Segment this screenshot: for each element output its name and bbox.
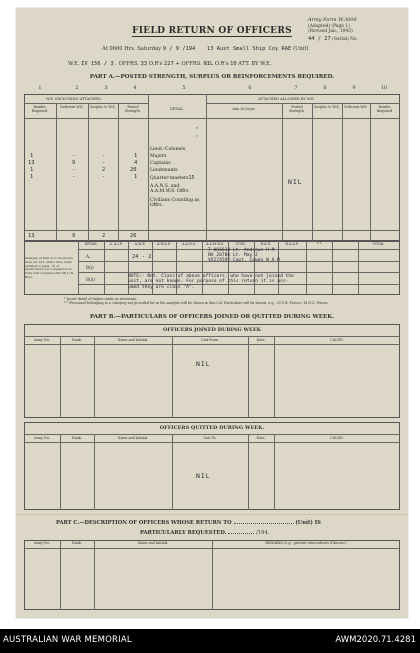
rule-line (24, 118, 400, 119)
rank-aans: A.A.N.S. and A.A.M.W.S. Offrs (150, 184, 189, 194)
text-headers-c3: Surplus to W.E. (90, 105, 116, 109)
text-qm_typed: 15 (188, 175, 195, 181)
text-analysis-headers-6: CIVIL. (235, 242, 247, 246)
joined-nil: NIL (196, 360, 211, 368)
serial-label: (Serial) No. (332, 36, 358, 42)
rank-majors: Majors (150, 154, 167, 159)
text-rows-0-c3: - (102, 153, 106, 159)
text-rows-0-c4: 1 (134, 153, 138, 159)
rule-line (172, 336, 173, 418)
text-rows-1-c1: 13 (28, 160, 35, 166)
rule-line (342, 103, 343, 241)
text-col_numbers-2: 3 (104, 85, 108, 91)
text-rows-0-c2: - (72, 153, 76, 159)
analysis-note-typed: NOTE:- Not. Class of above officers, who have not joined the unit, are not known. For purpose of this return it is ass- umed they are class "A". (128, 274, 294, 290)
text-col_numbers-4: 5 (182, 85, 186, 91)
text-analysis-headers-10: TOTAL. (372, 242, 386, 246)
text-rows-3-c2: - (72, 174, 76, 180)
row1-c1: 1 (30, 153, 34, 159)
text-analysis-headers-2: A.M.F. (134, 242, 146, 246)
text-headers-c2: Deficient W.E. (60, 105, 84, 109)
text-at_line-prefix: At 0600 Hrs. Saturday (102, 46, 162, 52)
rule-line (60, 336, 61, 418)
part-c-heading (56, 520, 321, 526)
text-col_numbers-6: 7 (294, 85, 298, 91)
text-headers-c1: Reinfts. Required. (31, 105, 49, 113)
text-headers-c10: Reinfts. Required. (376, 105, 394, 113)
text-joined-cols-3: Unit From. (200, 338, 220, 342)
text-analysis-foot1: * Insert detail of higher ranks as necessary. (64, 297, 137, 301)
rule-line (248, 336, 249, 418)
text-headers-c5: DETAIL. (170, 107, 184, 111)
text-rows-3-c3: - (102, 174, 106, 180)
text-analysis-headers-9: * * (316, 242, 322, 246)
rule-line (78, 272, 400, 273)
text-part_c-cols-1: Rank. (72, 541, 82, 545)
rank-captains: Captains (150, 161, 171, 166)
rule-line (312, 103, 313, 241)
text-analysis-headers-8: R.A.A.F. (285, 242, 299, 246)
text-analysis-headers-7: R.A.N. (260, 242, 272, 246)
rule-line (148, 94, 149, 241)
form-id-line1: Army Form W.3008 (308, 17, 357, 23)
rule-line (56, 103, 57, 241)
text-we_line-offrs_typed: 33 (140, 61, 148, 67)
text-totals-c2: 9 (72, 233, 76, 239)
rule-line (172, 434, 173, 510)
part-c-line2 (140, 530, 269, 536)
text-joined-cols-1: Rank. (72, 338, 82, 342)
text-quitted-cols-3: Unit To. (203, 436, 217, 440)
analysis-names-typed: T 866634 Lt. Andrews H M NX 20786 Lt. May J VX174592 Capt. Cowan W A R (208, 248, 280, 264)
text-title: FIELD RETURN OF OFFICERS (132, 26, 292, 36)
rule-line (94, 434, 95, 510)
text-totals-c3: 2 (102, 233, 106, 239)
rank-civilians: Civilians Counting as Offrs. (150, 198, 200, 208)
text-rows-1-c2: 9 (72, 160, 76, 166)
form-id-line2: (Adapted) (Page 1) (308, 23, 350, 29)
text-headers-c7: Posted Strength. (289, 105, 305, 113)
text-col_numbers-5: 6 (248, 85, 252, 91)
text-part_c-line2: PARTICULARLY REQUESTED. (140, 530, 227, 536)
text-analysis-row_bii: B(ii) (86, 277, 96, 282)
rule-line (370, 103, 371, 241)
text-rows-2-c4: 20 (130, 167, 137, 173)
rule-line (24, 336, 400, 337)
rule-line (24, 344, 400, 345)
text-part_c-cols-2: Name and Initials. (137, 541, 169, 545)
text-analysis-headers-3: A.W.A.S. (157, 242, 171, 246)
analysis-note: Analysis of Part A to be shown here for ALL units. Only units entitled to pass. 10 of instructions for completion of form will complete Part B(1) & B(ii). (25, 256, 74, 279)
rule-line (274, 434, 275, 510)
text-analysis-headers-1: A. A.I.F. (109, 242, 123, 246)
form-id-line3: (Revised Jan., 1943) (308, 29, 353, 35)
at-line (102, 46, 308, 52)
text-rows-1-c3: - (102, 160, 106, 166)
text-ranks-4: Quarter-masters (150, 176, 189, 181)
text-headers-c9: Deficient W.E. (344, 105, 368, 109)
rank-qm (150, 175, 195, 183)
text-analysis-headers-0: DETAIL (84, 242, 98, 246)
text-rows-2-c2: - (72, 167, 76, 173)
rank-lieutenants: Lieutenants (150, 168, 178, 173)
text-headers-c8: Surplus to W.E. (314, 105, 340, 109)
text-we_line-ors_label: O.R's (148, 61, 163, 67)
footer-accession: AWM2020.71.4281 (335, 635, 416, 645)
text-we_line-we_typed: IV 156 / 3 (81, 61, 114, 67)
text-totals-c4: 26 (130, 233, 137, 239)
text-joined-cols-5: CAUSE. (330, 338, 344, 342)
text-quitted-cols-1: Rank. (72, 436, 82, 440)
text-we_line-ors2_typed: 10 (230, 61, 237, 67)
rule-line (60, 434, 61, 510)
rule-line (24, 434, 400, 435)
footer-bar (0, 629, 420, 653)
text-we_line-ors_typed: 227 (164, 61, 174, 67)
we-line (68, 61, 272, 67)
text-joined-cols-0: Army No. (34, 338, 50, 342)
text-col_numbers-9: 10 (380, 85, 388, 91)
text-we_line-att_label: ATT. BY W.E. (238, 61, 272, 67)
rule-line (206, 94, 207, 241)
attached-nil: NIL (288, 178, 303, 186)
text-rows-3-c4: 1 (134, 174, 138, 180)
text-we_line-offrs2_typed: NIL (203, 61, 214, 67)
analysis-row-a-typed: 24 - 2 (132, 254, 152, 260)
text-col_numbers-7: 8 (323, 85, 327, 91)
text-analysis-headers-5: A.A.M.W.S. (205, 242, 225, 246)
joined-title: OFFICERS JOINED DURING WEEK (163, 327, 261, 333)
attached-allowed-label: ATTACHED ALLOWED BY W.E. (258, 97, 315, 101)
text-col_numbers-0: 1 (38, 85, 42, 91)
rule-line (24, 230, 400, 231)
text-analysis-row_a: A. (86, 254, 91, 259)
rule-line (94, 336, 95, 418)
rule-line (274, 336, 275, 418)
text-rows-1-c4: 4 (134, 160, 138, 166)
rule-line (16, 514, 408, 515)
rule-line (282, 103, 283, 241)
text-headers-c6: Arm of Corps. (232, 107, 256, 111)
rank-lt-col: Lieut.-Colonels (150, 147, 186, 152)
text-analysis-row_bi: B(i) (86, 265, 94, 270)
total-c1: 13 (28, 233, 35, 239)
text-headers-c4: Posted Strength. (125, 105, 141, 113)
at-unit: 13 Aust Small Ship Coy RAE (206, 46, 292, 52)
text-we_line-offrs_label: . OFFRS. (115, 61, 139, 67)
text-part_c-unit_label: (Unit) IS (295, 520, 321, 526)
rule-line (94, 540, 95, 610)
text-we_line-plus: + OFFRS. (175, 61, 202, 67)
text-quitted-cols-0: Army No. (34, 436, 50, 440)
text-at_line-unit_label: (Unit) (292, 46, 309, 52)
rule-line (248, 434, 249, 510)
text-we_line-ors2_label: O.R's (214, 61, 229, 67)
quitted-title: OFFICERS QUITTED DURING WEEK. (159, 425, 265, 431)
text-col_numbers-1: 2 (75, 85, 79, 91)
part-a-table (24, 94, 400, 241)
form-sheet: Army Form W.3008 (Adapted) (Page 1) (Revised Jan., 1943) 44 / 27 (Serial) No. FIELD RETURN OF OFFICERS At 0600 Hrs. Saturday 9 / 9 /194 13 Aust Small Ship Coy RAE (Unit) W.E. IV 156 / 3 . OFFRS. 33 O.R's 227 + OFFRS. NIL O.R's 10 ATT. BY W.E. PART A.—POSTED STRENGTH, SURPLUS OR REINFORCEMENTS REQUIRED. 1 2 3 4 5 6 7 8 9 10 W.E. EXCLUDING ATTACHED. ATTACHED ALLOWED BY W.E. Reinfts. Required. Deficient W.E. Surplus to W.E. Posted Strength. DETAIL. Arm of Corps. Posted Strength. Surplus to W.E. Deficient W.E. Reinfts. Required. Lieut.-Colonels Majors Captains Lieutenants Quarter-masters15 A.A.N.S. and A.A.M.W.S. Offrs Civilians Counting as Offrs. * * 1 - - 1 13 9 - 4 1 - 2 20 1 - - 1 NIL 13 9 2 26 Analysis of Part A to be shown here for ALL units. Only units entitled to pass. 10 of instructions for completion of form will complete Part B(1) & B(ii). DETAIL A. A.I.F. A.M.F. A.W.A.S. A.A.N.S. A.A.M.W.S. CIVIL. R.A.N. R.A.A.F. * * TOTAL. A. B(i) B(ii) 24 - 2 T 866634 Lt. Andrews H M NX 20786 Lt. May J VX174592 Capt. Cowan W A R NOTE:- Not. Class of above officers, who have not joined the unit, are not known. For purpose of this return it is ass- umed they are class "A". * Insert detail of higher ranks as necessary. * * Personnel belonging to a category not provided for in the analysis will be shown in this Col. Particulars will be shown, e.g., 25 U.K. Forces; 14 N.Z. Forces. PART B.—PARTICULARS OF OFFICERS JOINED OR QUITTED DURING WEEK. OFFICERS JOINED DURING WEEK Army No. Rank. Name and Initials. Unit From. Date. CAUSE. NIL OFFICERS QUITTED DURING WEEK. Army No. Rank. Name and Initials. Unit To. Date. CAUSE. NIL PART C.—DESCRIPTION OF OFFICERS WHOSE RETURN TO (Unit) IS PARTICULARLY REQUESTED. /194. Army No. Rank. Name and Initials. REMARKS (e.g., present whereabouts if known). (16, 8, 408, 618)
rule-line (24, 103, 148, 104)
rule-line (24, 442, 400, 443)
text-col_numbers-3: 4 (133, 85, 137, 91)
text-part_c-date_tail: /194. (256, 530, 270, 536)
part-b-heading: PART B.—PARTICULARS OF OFFICERS JOINED OR QUITTED DURING WEEK. (89, 314, 335, 320)
text-rows-2-c1: 1 (30, 167, 34, 173)
part-a-heading: PART A.—POSTED STRENGTH, SURPLUS OR REINFORCEMENTS REQUIRED. (89, 74, 335, 80)
footer-institution: AUSTRALIAN WAR MEMORIAL (3, 635, 132, 645)
quitted-nil: NIL (196, 472, 211, 480)
text-part_c-cols-0: Army No. (34, 541, 50, 545)
text-rows-2-c3: 2 (102, 167, 106, 173)
at-date: 9 / 9 /194 (162, 46, 196, 52)
rule-line (118, 103, 119, 241)
rule-line (60, 540, 61, 610)
serial-typed: 44 / 27 (308, 35, 331, 42)
text-we_line-we_label: W.E. (68, 61, 80, 67)
text-joined-cols-2: Name and Initials. (117, 338, 149, 342)
form-title (16, 23, 408, 36)
text-analysis-foot2: * * Personnel belonging to a category not provided for in the analysis will be shown in this Col. Particulars will be shown, e.g., 25 U.K. Forces; 14 N.Z. Forces. (64, 301, 329, 305)
text-part_c-cols-3: REMARKS (e.g., present whereabouts if known). (265, 541, 347, 545)
text-quitted-cols-2: Name and Initials. (117, 436, 149, 440)
text-analysis-headers-4: A.A.N.S. (182, 242, 196, 246)
rule-line (88, 103, 89, 241)
text-joined-cols-4: Date. (256, 338, 266, 342)
text-rows-3-c1: 1 (30, 174, 34, 180)
we-excluding-label: W.E. EXCLUDING ATTACHED. (46, 97, 102, 101)
text-quitted-cols-4: Date. (256, 436, 266, 440)
rule-line (212, 540, 213, 610)
text-quitted-cols-5: CAUSE. (330, 436, 344, 440)
text-col_numbers-8: 9 (352, 85, 356, 91)
text-part_c-line1: PART C.—DESCRIPTION OF OFFICERS WHOSE RETURN TO (56, 520, 232, 526)
